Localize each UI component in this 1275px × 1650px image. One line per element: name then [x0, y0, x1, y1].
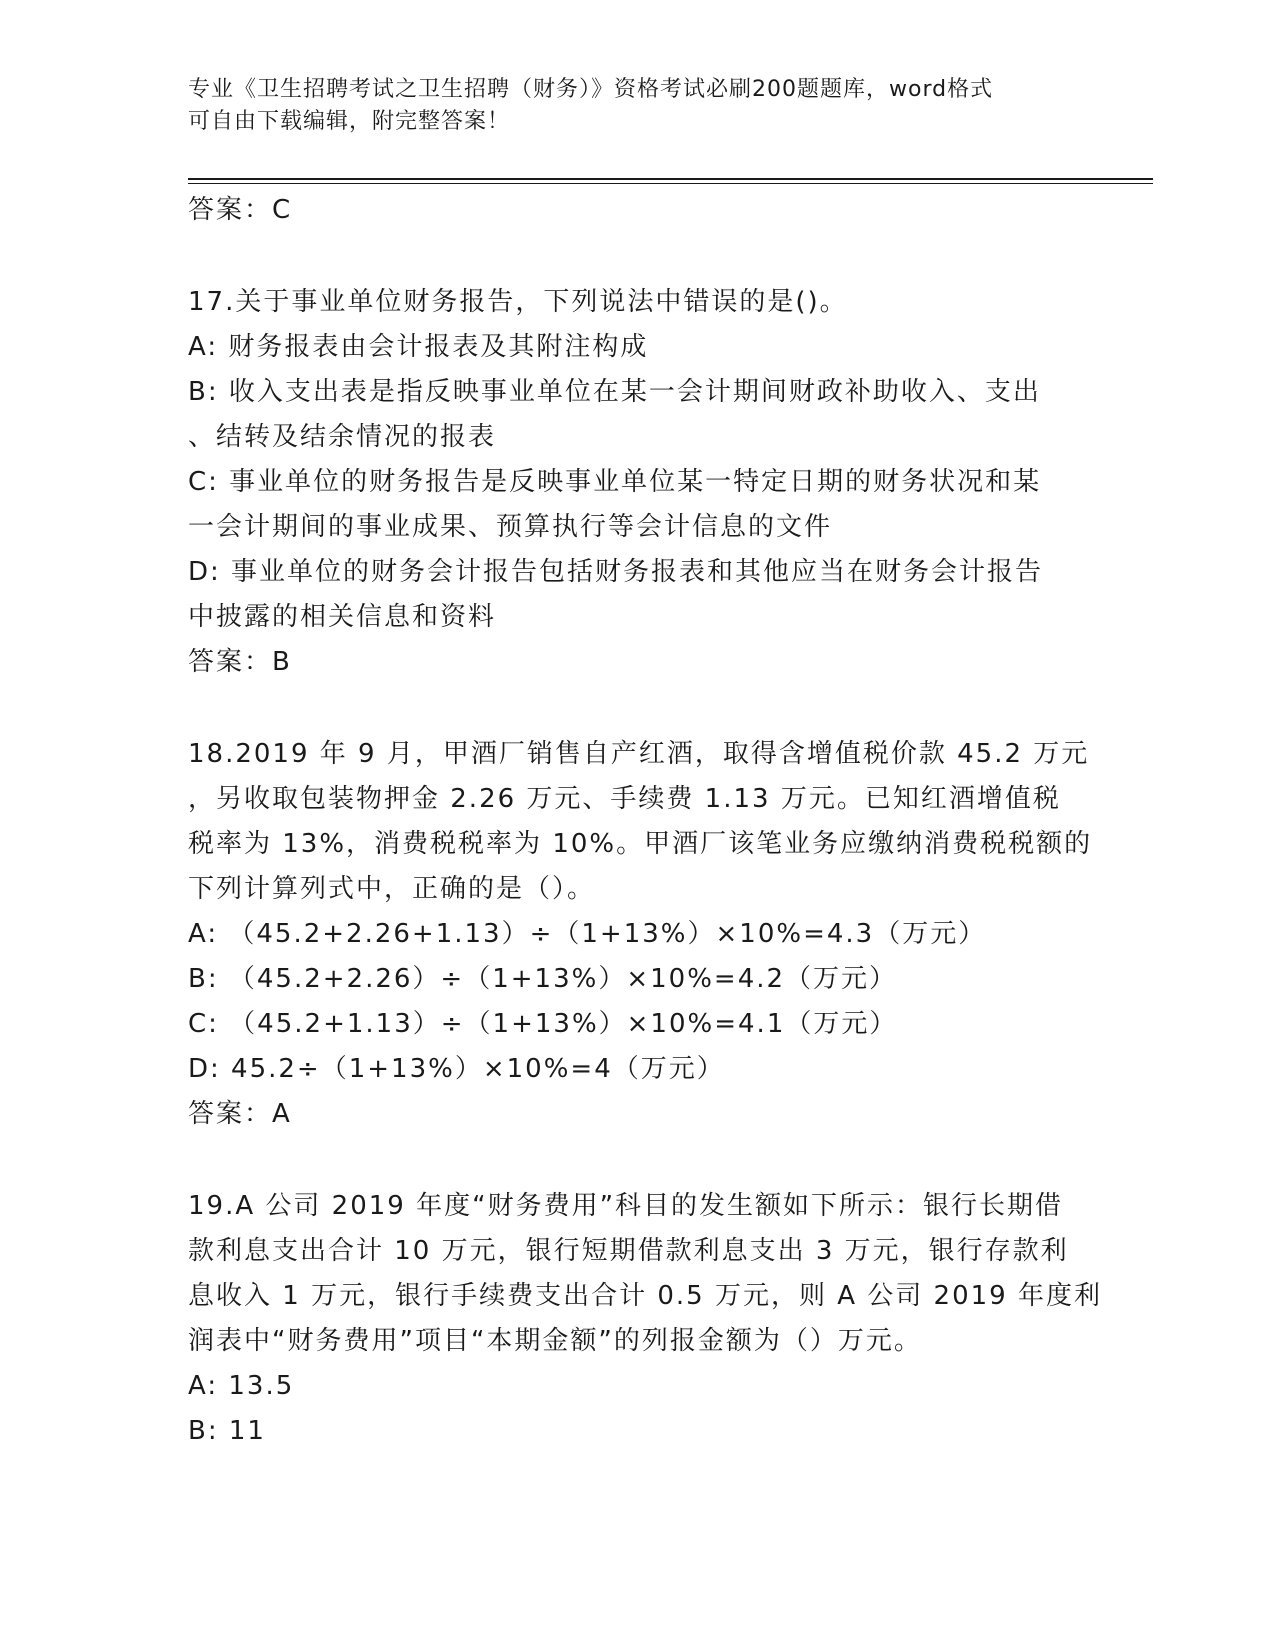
document-header	[188, 74, 1068, 138]
question-gap	[188, 1137, 1088, 1184]
option-line: C: （45.2+1.13）÷（1+13%）×10%=4.1（万元）	[188, 1009, 898, 1039]
option-line: 、结转及结余情况的报表	[188, 422, 497, 452]
header-divider-thin	[188, 183, 1153, 184]
question-block	[188, 1184, 1102, 1454]
question-stem-line: 税率为 13%，消费税税率为 10%。甲酒厂该笔业务应缴纳消费税税额的	[188, 829, 1093, 859]
option-line: C: 事业单位的财务报告是反映事业单位某一特定日期的财务状况和某	[188, 467, 1042, 497]
option-line: D: 45.2÷（1+13%）×10%=4（万元）	[188, 1054, 725, 1084]
question-stem-line: 息收入 1 万元，银行手续费支出合计 0.5 万元，则 A 公司 2019 年度利	[188, 1281, 1102, 1311]
header-line-1: 专业《卫生招聘考试之卫生招聘（财务）》资格考试必刷200题题库，word格式	[188, 77, 994, 102]
question-content	[188, 188, 1102, 1454]
option-line: 中披露的相关信息和资料	[188, 602, 497, 632]
question-list	[188, 233, 1102, 1454]
option-line: A: 13.5	[188, 1371, 295, 1401]
answer-line: 答案：A	[188, 1099, 292, 1129]
option-line: A: （45.2+2.26+1.13）÷（1+13%）×10%=4.3（万元）	[188, 919, 987, 949]
question-block	[188, 280, 1088, 685]
option-line: B: 11	[188, 1416, 266, 1446]
question-stem-line: ，另收取包装物押金 2.26 万元、手续费 1.13 万元。已知红酒增值税	[188, 784, 1061, 814]
question-stem-line: 润表中“财务费用”项目“本期金额”的列报金额为（）万元。	[188, 1326, 922, 1356]
option-line: B: （45.2+2.26）÷（1+13%）×10%=4.2（万元）	[188, 964, 898, 994]
question-gap	[188, 685, 1088, 732]
question-stem-line: 19.A 公司 2019 年度“财务费用”科目的发生额如下所示：银行长期借	[188, 1191, 1064, 1221]
question-stem-line: 17.关于事业单位财务报告，下列说法中错误的是()。	[188, 287, 848, 317]
option-line: 一会计期间的事业成果、预算执行等会计信息的文件	[188, 512, 833, 542]
option-line: A: 财务报表由会计报表及其附注构成	[188, 332, 649, 362]
option-line: B: 收入支出表是指反映事业单位在某一会计期间财政补助收入、支出	[188, 377, 1041, 407]
previous-answer: 答案：C	[188, 195, 293, 225]
question-stem-line: 下列计算列式中，正确的是（）。	[188, 874, 596, 904]
question-block	[188, 732, 1093, 1137]
answer-line: 答案：B	[188, 647, 292, 677]
header-line-2: 可自由下载编辑，附完整答案！	[188, 109, 511, 134]
header-divider-thick	[188, 178, 1153, 180]
question-stem-line: 18.2019 年 9 月，甲酒厂销售自产红酒，取得含增值税价款 45.2 万元	[188, 739, 1090, 769]
question-stem-line: 款利息支出合计 10 万元，银行短期借款利息支出 3 万元，银行存款利	[188, 1236, 1069, 1266]
option-line: D: 事业单位的财务会计报告包括财务报表和其他应当在财务会计报告	[188, 557, 1044, 587]
question-gap	[188, 233, 1088, 280]
